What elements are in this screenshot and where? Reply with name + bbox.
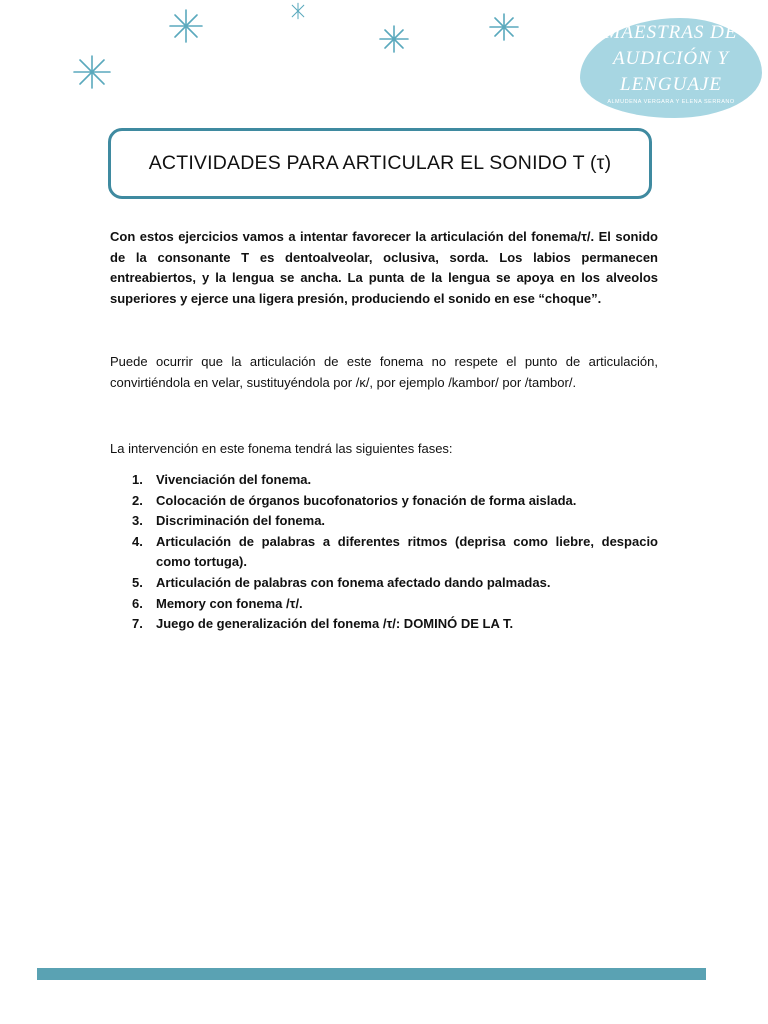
intro-text-after: es dentoalveolar, oclusiva, sorda. Los labios permanecen entreabiertos, y la lengua se ancha. La punta de la lengua se apoya en los alveolos superiores y ejerce una ligera presión, produciendo el sonido en ese “choque”. <box>110 249 658 306</box>
list-item <box>110 594 658 615</box>
phases-intro: La intervención en este fonema tendrá las siguientes fases: <box>110 441 453 456</box>
list-item-text: Memory con fonema /τ/. <box>156 595 303 611</box>
list-item-text: Articulación de palabras con fonema afectado dando palmadas. <box>156 574 551 590</box>
list-number: 7. <box>132 616 143 632</box>
intro-highlight: T <box>241 249 250 265</box>
list-item-text: Discriminación del fonema. <box>156 513 326 529</box>
phases-list <box>110 470 658 635</box>
list-number: 4. <box>132 533 143 549</box>
list-number: 2. <box>132 492 143 508</box>
list-number: 1. <box>132 472 143 487</box>
list-number: 3. <box>132 513 143 529</box>
snowflake-icon <box>487 12 521 42</box>
logo-line-2: AUDICIÓN Y <box>612 48 730 69</box>
list-item <box>110 614 658 635</box>
list-item-text: Vivenciación del fonema. <box>156 472 312 487</box>
snowflake-icon <box>377 24 411 54</box>
snowflake-icon <box>284 2 312 20</box>
intro-paragraph <box>110 227 658 309</box>
list-item-text: Articulación de palabras a diferentes ritmos (deprisa como liebre, despacio como tortuga). <box>156 533 658 570</box>
list-item <box>110 532 658 573</box>
logo-authors: ALMUDENA VERGARA Y ELENA SERRANO <box>607 99 735 105</box>
list-item <box>110 470 658 491</box>
brand-logo <box>580 18 762 118</box>
footer-bar <box>37 968 706 980</box>
snowflake-icon <box>70 54 114 90</box>
logo-line-3: LENGUAJE <box>620 74 722 95</box>
list-number: 5. <box>132 574 143 590</box>
snowflake-icon <box>166 8 206 44</box>
list-item-text: Colocación de órganos bucofonatorios y fonación de forma aislada. <box>156 492 577 508</box>
page-title: ACTIVIDADES PARA ARTICULAR EL SONIDO T (τ) <box>148 152 612 174</box>
list-item-text: Juego de generalización del fonema /τ/: DOMINÓ DE LA T. <box>156 616 514 632</box>
substitution-paragraph: Puede ocurrir que la articulación de este fonema no respete el punto de articulación, convirtiéndola en velar, sustituyéndola por /κ/, por ejemplo /kambor/ por /tambor/. <box>110 354 658 390</box>
list-item <box>110 491 658 512</box>
intro-text-before: Con estos ejercicios vamos a intentar favorecer la articulación del fonema/τ/. El sonido de la consonante <box>110 229 658 265</box>
list-number: 6. <box>132 595 143 611</box>
list-item <box>110 511 658 532</box>
list-item <box>110 573 658 594</box>
title-box <box>108 128 652 199</box>
logo-line-1: MAESTRAS DE <box>604 22 738 43</box>
